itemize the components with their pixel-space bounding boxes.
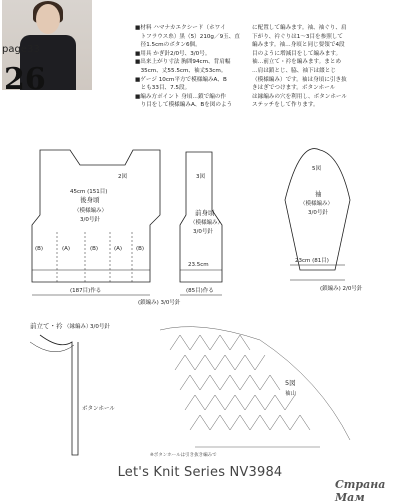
front-width: 23.5cm — [188, 262, 209, 268]
panel-label: (A) — [114, 246, 123, 252]
band-piece — [30, 335, 78, 455]
pattern-number: 26 — [4, 62, 46, 97]
spec-line: とも33目、7.5段。 — [135, 85, 191, 92]
spec-line: 35cm、丈55.5cm、袖丈53cm。 — [135, 67, 227, 74]
spec-line: ステッチをして作ります。 — [252, 102, 319, 109]
sleeve-chain: (鎖編み) 2/0号針 — [320, 286, 363, 292]
figure-ref: 5図 — [312, 166, 321, 172]
back-footer: (鎖編み) 3/0号針 — [138, 300, 181, 306]
spec-line: 編みます。袖…身頃と同じ要領で4段 — [252, 42, 345, 49]
spec-line: に配置して編みます。袖、袖ぐり、肩 — [252, 25, 347, 31]
chart-caption: ※ボタンホールは引き抜き編みで — [150, 453, 217, 458]
page-badge: page33 — [2, 44, 40, 55]
spec-line: …肩は鎖とじ、脇、袖下は綴とじ — [252, 67, 336, 74]
back-subtitle: （模様編み） — [74, 208, 108, 214]
crochet-chart — [160, 327, 350, 447]
spec-line: ■材料 ハマナカエクシード（ホワイ — [135, 25, 226, 31]
front-title: 前身頃 — [195, 209, 215, 217]
panel-label: (B) — [136, 246, 145, 252]
spec-line: ■出来上がり寸法 胸囲94cm、背肩幅 — [135, 59, 231, 66]
chart-label: 5図 — [285, 379, 296, 387]
panel-label: (B) — [35, 246, 44, 252]
spec-line: 径1.5cmのボタン6個。 — [135, 42, 201, 49]
site-logo: Страна Мам — [335, 478, 386, 504]
sleeve-width: 23cm (81目) — [295, 258, 329, 264]
spec-line: 袖…前立て・衿を編みます。まとめ — [252, 59, 342, 66]
spec-line: 目のように増減目をして編みます。 — [252, 50, 342, 57]
spec-line: 下がり、衿ぐりは1〜3目を参照して — [252, 33, 344, 40]
panel-label: (B) — [90, 246, 99, 252]
spec-line: （模様編み）です。袖は身頃に引き抜 — [252, 76, 347, 83]
sleeve-needle: 3/0号針 — [308, 210, 328, 216]
spec-line: り目をして模様編みA、Bを図のよう — [135, 102, 233, 109]
band-title: 前立て・衿 — [30, 322, 63, 330]
spec-line: きはぎでつけます。ボタンホール — [252, 85, 336, 92]
spec-line: ■編み方ポイント 身頃…鎖で編の作 — [135, 93, 226, 100]
back-needle: 3/0号針 — [80, 217, 100, 223]
front-subtitle: （模様編み） — [190, 220, 224, 226]
spec-line: は縁編みの穴を利用し、ボタンホール — [252, 93, 347, 100]
band-subtitle: （縁編み） — [64, 324, 92, 330]
back-title: 後身頃 — [80, 196, 100, 204]
panel-label: (A) — [62, 246, 71, 252]
sleeve-subtitle: （模様編み） — [300, 201, 334, 207]
back-width: 45cm (151目) — [70, 189, 108, 195]
figure-ref: 2図 — [118, 174, 127, 180]
front-needle: 3/0号針 — [193, 229, 213, 235]
buttonhole-label: ボタンホール — [82, 406, 115, 412]
band-needle: 3/0号針 — [90, 324, 110, 330]
sleeve-title: 袖 — [315, 190, 322, 198]
front-chain: (85目)作る — [186, 288, 214, 294]
spec-line: ■ゲージ 10cm平方で模様編みA、B — [135, 76, 227, 83]
back-chain: (187目)作る — [70, 288, 102, 294]
spec-line: トフラウス糸）黒（5）210g／9玉、直 — [135, 33, 240, 40]
series-footer: Let's Knit Series NV3984 — [117, 465, 283, 480]
chart-sublabel: 袖山 — [285, 391, 297, 397]
figure-ref: 3図 — [196, 174, 205, 180]
spec-line: ■用具 かぎ針2/0号、3/0号。 — [135, 50, 211, 57]
